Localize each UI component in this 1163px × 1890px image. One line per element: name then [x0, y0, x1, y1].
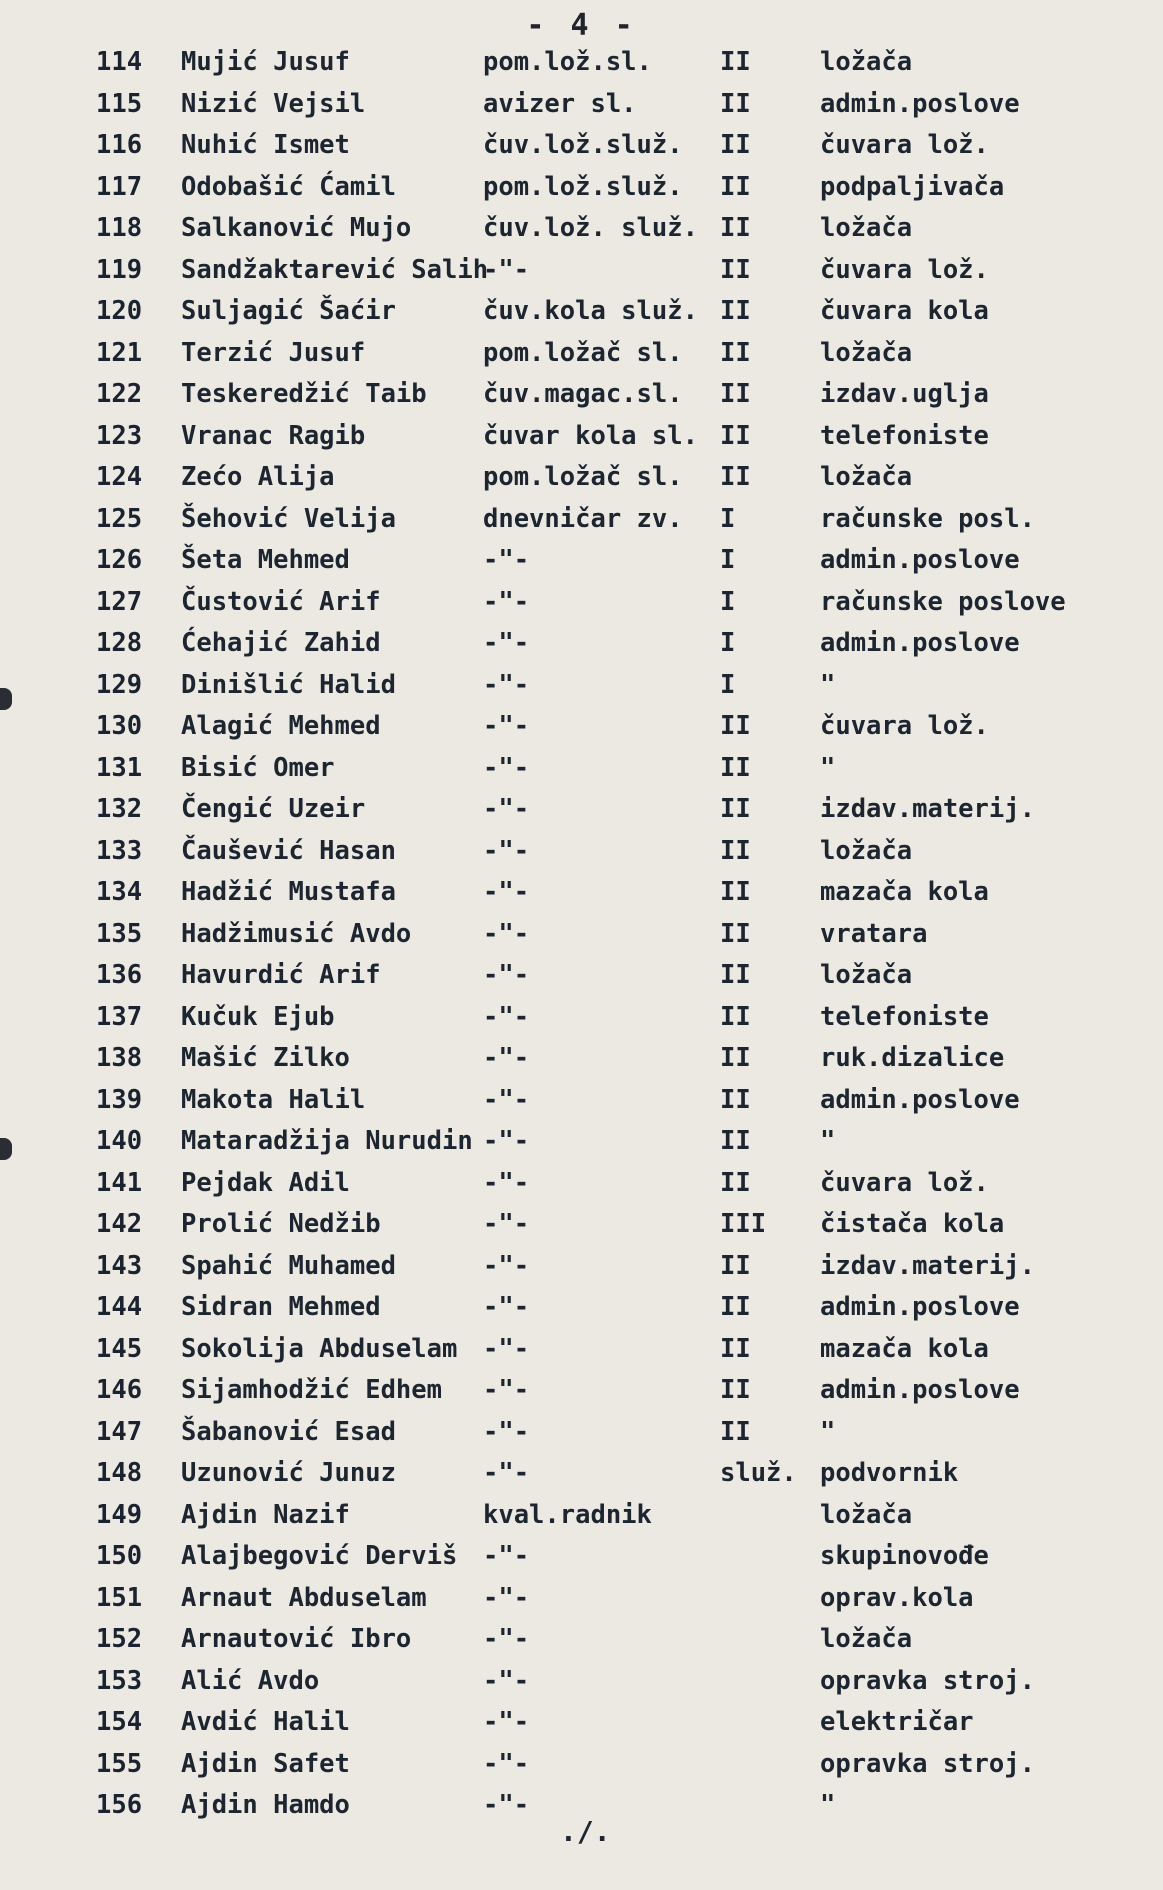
- job-class: III: [720, 1209, 767, 1239]
- work-assignment: čuvara kola: [820, 296, 989, 326]
- work-assignment: ložača: [820, 462, 913, 492]
- employee-name: Alić Avdo: [181, 1665, 320, 1696]
- list-row: [0, 831, 1163, 873]
- row-number: 129: [96, 669, 143, 700]
- employee-name: Makota Halil: [181, 1084, 366, 1115]
- list-row: [0, 1453, 1163, 1495]
- job-class: II: [720, 171, 751, 202]
- job-title: -"-: [483, 960, 530, 990]
- row-number: 155: [96, 1748, 143, 1779]
- job-class: II: [720, 794, 751, 824]
- job-title: -"-: [483, 1375, 530, 1405]
- work-assignment: mazača kola: [820, 1333, 989, 1364]
- job-class: II: [720, 752, 751, 783]
- work-assignment: ložača: [820, 960, 913, 990]
- work-assignment: vratara: [820, 918, 928, 949]
- employee-name: Šeta Mehmed: [181, 545, 350, 575]
- work-assignment: mazača kola: [820, 877, 989, 907]
- row-number: 137: [96, 1001, 143, 1032]
- work-assignment: admin.poslove: [820, 545, 1020, 575]
- job-class: I: [720, 669, 736, 700]
- row-number: 149: [96, 1499, 143, 1530]
- job-class: II: [720, 1292, 751, 1322]
- job-title: -"-: [483, 752, 530, 783]
- work-assignment: podpaljivača: [820, 171, 1005, 202]
- row-number: 148: [96, 1458, 143, 1488]
- list-row: [0, 42, 1163, 84]
- job-class: II: [720, 1333, 751, 1364]
- work-assignment: ruk.dizalice: [820, 1043, 1005, 1073]
- job-title: pom.lož.sl.: [483, 47, 652, 77]
- list-row: [0, 1536, 1163, 1578]
- row-number: 136: [96, 960, 143, 990]
- employee-name: Šehović Velija: [181, 503, 396, 534]
- row-number: 150: [96, 1541, 143, 1571]
- row-number: 133: [96, 835, 143, 866]
- employee-name: Dinišlić Halid: [181, 669, 396, 700]
- employee-name: Arnaut Abduselam: [181, 1582, 427, 1613]
- list-row: [0, 291, 1163, 333]
- list-row: [0, 125, 1163, 167]
- employee-name: Čengić Uzeir: [181, 794, 366, 824]
- job-title: -"-: [483, 1416, 530, 1447]
- job-title: čuv.lož.služ.: [483, 130, 683, 160]
- employee-name: Čustović Arif: [181, 586, 381, 617]
- work-assignment: telefoniste: [820, 420, 989, 451]
- list-row: [0, 1329, 1163, 1371]
- row-number: 153: [96, 1665, 143, 1696]
- work-assignment: ": [820, 1126, 836, 1156]
- row-number: 151: [96, 1582, 143, 1613]
- work-assignment: admin.poslove: [820, 88, 1020, 119]
- employee-name: Uzunović Junuz: [181, 1458, 396, 1488]
- job-title: -"-: [483, 1748, 530, 1779]
- row-number: 143: [96, 1250, 143, 1281]
- job-title: -"-: [483, 1458, 530, 1488]
- page-number: - 4 -: [526, 8, 637, 43]
- row-number: 135: [96, 918, 143, 949]
- list-row: [0, 1246, 1163, 1288]
- employee-name: Kučuk Ejub: [181, 1001, 335, 1032]
- row-number: 126: [96, 545, 143, 575]
- job-title: čuvar kola sl.: [483, 420, 698, 451]
- row-number: 138: [96, 1043, 143, 1073]
- continuation-mark: ./.: [560, 1815, 611, 1848]
- job-class: II: [720, 337, 751, 368]
- job-title: -"-: [483, 1043, 530, 1073]
- employee-name: Zećo Alija: [181, 462, 335, 492]
- employee-name: Bisić Omer: [181, 752, 335, 783]
- work-assignment: računske posl.: [820, 503, 1035, 534]
- work-assignment: opravka stroj.: [820, 1748, 1035, 1779]
- job-class: služ.: [720, 1458, 797, 1488]
- list-row: [0, 1702, 1163, 1744]
- list-row: [0, 499, 1163, 541]
- job-title: -"-: [483, 254, 530, 285]
- list-row: [0, 914, 1163, 956]
- job-class: II: [720, 1250, 751, 1281]
- employee-name: Nizić Vejsil: [181, 88, 366, 119]
- job-title: -"-: [483, 711, 530, 741]
- list-row: [0, 84, 1163, 126]
- row-number: 132: [96, 794, 143, 824]
- list-row: [0, 1121, 1163, 1163]
- list-row: [0, 374, 1163, 416]
- list-row: [0, 1661, 1163, 1703]
- work-assignment: skupinovođe: [820, 1541, 989, 1571]
- work-assignment: admin.poslove: [820, 1375, 1020, 1405]
- employee-name: Sokolija Abduselam: [181, 1333, 458, 1364]
- work-assignment: izdav.materij.: [820, 1250, 1035, 1281]
- list-row: [0, 789, 1163, 831]
- row-number: 122: [96, 379, 143, 409]
- job-title: kval.radnik: [483, 1499, 652, 1530]
- job-title: -"-: [483, 1582, 530, 1613]
- job-title: -"-: [483, 545, 530, 575]
- row-number: 124: [96, 462, 143, 492]
- work-assignment: ložača: [820, 1624, 913, 1654]
- employee-name: Sijamhodžić Edhem: [181, 1375, 442, 1405]
- work-assignment: admin.poslove: [820, 628, 1020, 658]
- row-number: 152: [96, 1624, 143, 1654]
- list-row: [0, 250, 1163, 292]
- list-row: [0, 167, 1163, 209]
- job-class: II: [720, 1416, 751, 1447]
- employee-name: Teskeredžić Taib: [181, 379, 427, 409]
- list-row: [0, 540, 1163, 582]
- list-row: [0, 623, 1163, 665]
- job-title: -"-: [483, 877, 530, 907]
- job-class: II: [720, 379, 751, 409]
- row-number: 120: [96, 296, 143, 326]
- row-number: 145: [96, 1333, 143, 1364]
- list-row: [0, 1287, 1163, 1329]
- employee-name: Čaušević Hasan: [181, 835, 396, 866]
- row-number: 147: [96, 1416, 143, 1447]
- row-number: 118: [96, 213, 143, 243]
- job-class: II: [720, 420, 751, 451]
- row-number: 115: [96, 88, 143, 119]
- work-assignment: ": [820, 1790, 836, 1820]
- job-class: II: [720, 88, 751, 119]
- job-title: -"-: [483, 1541, 530, 1571]
- list-row: [0, 1080, 1163, 1122]
- employee-name: Odobašić Ćamil: [181, 171, 396, 202]
- employee-name: Avdić Halil: [181, 1707, 350, 1737]
- job-title: -"-: [483, 1333, 530, 1364]
- employee-name: Ajdin Safet: [181, 1748, 350, 1779]
- row-number: 125: [96, 503, 143, 534]
- job-class: II: [720, 1043, 751, 1073]
- list-row: [0, 665, 1163, 707]
- list-row: [0, 1204, 1163, 1246]
- list-row: [0, 1370, 1163, 1412]
- job-class: II: [720, 711, 751, 741]
- row-number: 140: [96, 1126, 143, 1156]
- row-number: 154: [96, 1707, 143, 1737]
- work-assignment: izdav.uglja: [820, 379, 989, 409]
- row-number: 142: [96, 1209, 143, 1239]
- job-title: dnevničar zv.: [483, 503, 683, 534]
- work-assignment: ložača: [820, 47, 913, 77]
- job-title: -"-: [483, 1624, 530, 1654]
- job-title: -"-: [483, 669, 530, 700]
- employee-name: Sidran Mehmed: [181, 1292, 381, 1322]
- job-title: -"-: [483, 1001, 530, 1032]
- list-row: [0, 457, 1163, 499]
- list-row: [0, 208, 1163, 250]
- row-number: 131: [96, 752, 143, 783]
- employee-name: Hadžić Mustafa: [181, 877, 396, 907]
- job-class: I: [720, 545, 736, 575]
- job-title: -"-: [483, 1292, 530, 1322]
- job-class: II: [720, 130, 751, 160]
- job-title: čuv.kola služ.: [483, 296, 698, 326]
- row-number: 116: [96, 130, 143, 160]
- row-number: 117: [96, 171, 143, 202]
- job-class: II: [720, 960, 751, 990]
- work-assignment: ložača: [820, 337, 913, 368]
- job-class: II: [720, 1001, 751, 1032]
- list-row: [0, 416, 1163, 458]
- work-assignment: podvornik: [820, 1458, 959, 1488]
- job-class: I: [720, 503, 736, 534]
- employee-name: Mataradžija Nurudin: [181, 1126, 473, 1156]
- work-assignment: admin.poslove: [820, 1084, 1020, 1115]
- job-class: II: [720, 835, 751, 866]
- work-assignment: ": [820, 669, 836, 700]
- job-class: II: [720, 1167, 751, 1198]
- work-assignment: izdav.materij.: [820, 794, 1035, 824]
- list-row: [0, 748, 1163, 790]
- list-row: [0, 1578, 1163, 1620]
- employee-name: Salkanović Mujo: [181, 213, 412, 243]
- employee-name: Ćehajić Zahid: [181, 628, 381, 658]
- employee-name: Arnautović Ibro: [181, 1624, 412, 1654]
- job-title: -"-: [483, 628, 530, 658]
- row-number: 123: [96, 420, 143, 451]
- list-row: [0, 1163, 1163, 1205]
- list-row: [0, 706, 1163, 748]
- employee-name: Havurdić Arif: [181, 960, 381, 990]
- job-title: -"-: [483, 586, 530, 617]
- list-row: [0, 1744, 1163, 1786]
- job-title: -"-: [483, 1665, 530, 1696]
- row-number: 127: [96, 586, 143, 617]
- job-title: avizer sl.: [483, 88, 637, 119]
- employee-name: Prolić Nedžib: [181, 1209, 381, 1239]
- row-number: 128: [96, 628, 143, 658]
- job-class: II: [720, 296, 751, 326]
- job-class: I: [720, 628, 736, 658]
- row-number: 114: [96, 47, 143, 77]
- employee-name: Mujić Jusuf: [181, 47, 350, 77]
- row-number: 119: [96, 254, 143, 285]
- list-row: [0, 1619, 1163, 1661]
- work-assignment: opravka stroj.: [820, 1665, 1035, 1696]
- job-class: II: [720, 1084, 751, 1115]
- job-class: II: [720, 1375, 751, 1405]
- work-assignment: čuvara lož.: [820, 254, 989, 285]
- job-class: II: [720, 1126, 751, 1156]
- employee-name: Šabanović Esad: [181, 1416, 396, 1447]
- row-number: 141: [96, 1167, 143, 1198]
- work-assignment: oprav.kola: [820, 1582, 974, 1613]
- job-title: -"-: [483, 1707, 530, 1737]
- job-title: pom.ložač sl.: [483, 462, 683, 492]
- employee-name: Ajdin Nazif: [181, 1499, 350, 1530]
- job-class: I: [720, 586, 736, 617]
- employee-name: Alajbegović Derviš: [181, 1541, 458, 1571]
- list-row: [0, 1412, 1163, 1454]
- job-title: -"-: [483, 1250, 530, 1281]
- job-title: čuv.magac.sl.: [483, 379, 683, 409]
- row-number: 156: [96, 1790, 143, 1820]
- job-title: -"-: [483, 1126, 530, 1156]
- job-title: pom.ložač sl.: [483, 337, 683, 368]
- list-row: [0, 582, 1163, 624]
- employee-list: [0, 42, 1163, 1827]
- employee-name: Alagić Mehmed: [181, 711, 381, 741]
- job-title: -"-: [483, 1084, 530, 1115]
- list-row: [0, 333, 1163, 375]
- row-number: 144: [96, 1292, 143, 1322]
- work-assignment: ložača: [820, 1499, 913, 1530]
- work-assignment: čuvara lož.: [820, 1167, 989, 1198]
- job-class: II: [720, 47, 751, 77]
- job-title: čuv.lož. služ.: [483, 213, 698, 243]
- work-assignment: čuvara lož.: [820, 130, 989, 160]
- work-assignment: čistača kola: [820, 1209, 1005, 1239]
- work-assignment: električar: [820, 1707, 974, 1737]
- row-number: 121: [96, 337, 143, 368]
- job-title: -"-: [483, 1167, 530, 1198]
- job-title: -"-: [483, 1209, 530, 1239]
- job-title: pom.lož.služ.: [483, 171, 683, 202]
- job-class: II: [720, 877, 751, 907]
- work-assignment: ložača: [820, 213, 913, 243]
- work-assignment: ložača: [820, 835, 913, 866]
- employee-name: Nuhić Ismet: [181, 130, 350, 160]
- work-assignment: ": [820, 752, 836, 783]
- row-number: 130: [96, 711, 143, 741]
- job-title: -"-: [483, 794, 530, 824]
- job-class: II: [720, 462, 751, 492]
- employee-name: Hadžimusić Avdo: [181, 918, 412, 949]
- job-class: II: [720, 254, 751, 285]
- employee-name: Sandžaktarević Salih: [181, 254, 489, 285]
- employee-name: Suljagić Šaćir: [181, 296, 396, 326]
- list-row: [0, 1038, 1163, 1080]
- employee-name: Spahić Muhamed: [181, 1250, 396, 1281]
- job-title: -"-: [483, 1790, 530, 1820]
- employee-name: Ajdin Hamdo: [181, 1790, 350, 1820]
- row-number: 139: [96, 1084, 143, 1115]
- row-number: 134: [96, 877, 143, 907]
- employee-name: Terzić Jusuf: [181, 337, 366, 368]
- list-row: [0, 1495, 1163, 1537]
- job-title: -"-: [483, 918, 530, 949]
- employee-name: Mašić Zilko: [181, 1043, 350, 1073]
- list-row: [0, 997, 1163, 1039]
- work-assignment: admin.poslove: [820, 1292, 1020, 1322]
- row-number: 146: [96, 1375, 143, 1405]
- employee-name: Vranac Ragib: [181, 420, 366, 451]
- list-row: [0, 872, 1163, 914]
- work-assignment: računske poslove: [820, 586, 1066, 617]
- work-assignment: čuvara lož.: [820, 711, 989, 741]
- work-assignment: telefoniste: [820, 1001, 989, 1032]
- job-class: II: [720, 213, 751, 243]
- work-assignment: ": [820, 1416, 836, 1447]
- list-row: [0, 955, 1163, 997]
- job-class: II: [720, 918, 751, 949]
- job-title: -"-: [483, 835, 530, 866]
- employee-name: Pejdak Adil: [181, 1167, 350, 1198]
